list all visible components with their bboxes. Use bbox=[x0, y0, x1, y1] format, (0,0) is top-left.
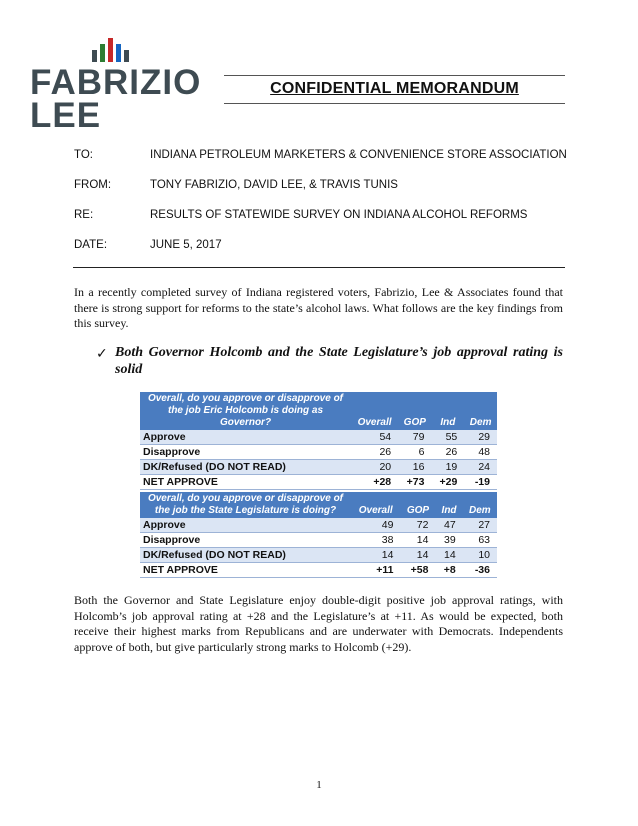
cell-dem: -19 bbox=[464, 475, 497, 490]
row-label: Approve bbox=[140, 518, 351, 533]
fabrizio-lee-logo bbox=[30, 38, 210, 135]
conclusion-paragraph: Both the Governor and State Legislature enjoy double-digit positive job approval ratings, with Holcomb’s job approval rating at +28 and the Legislature’s at +11. As would be expected, both receive their highest marks from Republicans and are underwater with Democrats. Independents approve of both, but give particularly strong marks to Holcomb (+29). bbox=[74, 593, 563, 654]
cell-gop: 16 bbox=[398, 460, 431, 475]
col-overall: Overall bbox=[351, 492, 400, 518]
cell-ind: 39 bbox=[435, 533, 462, 548]
intro-paragraph: In a recently completed survey of Indiana registered voters, Fabrizio, Lee & Associates found that there is strong support for reforms to the state’s alcohol laws. What follows are the key findings from this survey. bbox=[74, 285, 563, 330]
cell-gop: 14 bbox=[400, 533, 435, 548]
col-dem: Dem bbox=[463, 492, 497, 518]
date-label: DATE: bbox=[74, 239, 108, 251]
cell-dem: 48 bbox=[464, 445, 497, 460]
logo-bars bbox=[92, 38, 132, 62]
header-divider bbox=[73, 267, 565, 268]
cell-ind: +8 bbox=[435, 563, 462, 578]
bullet-heading: Both Governor Holcomb and the State Legislature’s job approval rating is solid bbox=[115, 345, 563, 377]
col-gop: GOP bbox=[400, 492, 435, 518]
cell-ind: 47 bbox=[435, 518, 462, 533]
re-label: RE: bbox=[74, 209, 94, 221]
cell-dem: 27 bbox=[463, 518, 497, 533]
row-label: NET APPROVE bbox=[140, 475, 351, 490]
table-row-net bbox=[140, 475, 497, 490]
cell-ind: 26 bbox=[431, 445, 464, 460]
row-label: Approve bbox=[140, 430, 351, 445]
table-question: Overall, do you approve or disapprove of the job Eric Holcomb is doing as Governor? bbox=[140, 392, 351, 430]
memo-title: CONFIDENTIAL MEMORANDUM bbox=[270, 80, 519, 97]
col-overall: Overall bbox=[351, 392, 398, 430]
col-dem: Dem bbox=[464, 392, 497, 430]
cell-gop: 72 bbox=[400, 518, 435, 533]
logo-bar bbox=[116, 44, 121, 62]
table-header-row bbox=[140, 492, 497, 518]
cell-overall: +28 bbox=[351, 475, 398, 490]
cell-overall: +11 bbox=[351, 563, 400, 578]
from-value: TONY FABRIZIO, DAVID LEE, & TRAVIS TUNIS bbox=[150, 179, 398, 191]
table-header-row bbox=[140, 392, 497, 430]
cell-dem: 29 bbox=[464, 430, 497, 445]
row-label: NET APPROVE bbox=[140, 563, 351, 578]
from-label: FROM: bbox=[74, 179, 112, 191]
logo-bar bbox=[92, 50, 97, 62]
cell-ind: 19 bbox=[431, 460, 464, 475]
cell-ind: +29 bbox=[431, 475, 464, 490]
checkmark-icon: ✓ bbox=[96, 346, 108, 362]
logo-bar bbox=[124, 50, 129, 62]
table-row bbox=[140, 548, 497, 563]
cell-overall: 38 bbox=[351, 533, 400, 548]
table-row bbox=[140, 445, 497, 460]
table-question: Overall, do you approve or disapprove of the job the State Legislature is doing? bbox=[140, 492, 351, 518]
cell-gop: 79 bbox=[398, 430, 431, 445]
cell-gop: 6 bbox=[398, 445, 431, 460]
row-label: Disapprove bbox=[140, 533, 351, 548]
row-label: DK/Refused (DO NOT READ) bbox=[140, 548, 351, 563]
to-value: INDIANA PETROLEUM MARKETERS & CONVENIENCE STORE ASSOCIATION bbox=[150, 149, 567, 161]
table-row-net bbox=[140, 563, 497, 578]
table-row bbox=[140, 518, 497, 533]
governor-approval-table bbox=[140, 392, 497, 490]
to-label: TO: bbox=[74, 149, 93, 161]
cell-overall: 20 bbox=[351, 460, 398, 475]
cell-gop: 14 bbox=[400, 548, 435, 563]
cell-ind: 14 bbox=[435, 548, 462, 563]
cell-ind: 55 bbox=[431, 430, 464, 445]
cell-overall: 26 bbox=[351, 445, 398, 460]
cell-dem: 63 bbox=[463, 533, 497, 548]
table-row bbox=[140, 460, 497, 475]
row-label: DK/Refused (DO NOT READ) bbox=[140, 460, 351, 475]
col-ind: Ind bbox=[431, 392, 464, 430]
cell-overall: 14 bbox=[351, 548, 400, 563]
cell-overall: 49 bbox=[351, 518, 400, 533]
cell-gop: +73 bbox=[398, 475, 431, 490]
page-number: 1 bbox=[316, 779, 322, 791]
table-row bbox=[140, 430, 497, 445]
col-gop: GOP bbox=[398, 392, 431, 430]
cell-gop: +58 bbox=[400, 563, 435, 578]
legislature-approval-table bbox=[140, 492, 497, 578]
logo-bar bbox=[108, 38, 113, 62]
re-value: RESULTS OF STATEWIDE SURVEY ON INDIANA ALCOHOL REFORMS bbox=[150, 209, 528, 221]
table-row bbox=[140, 533, 497, 548]
title-rule-top bbox=[224, 75, 565, 76]
title-rule-bottom bbox=[224, 103, 565, 104]
cell-dem: -36 bbox=[463, 563, 497, 578]
logo-bar bbox=[100, 44, 105, 62]
cell-dem: 10 bbox=[463, 548, 497, 563]
logo-line-2: LEE bbox=[30, 96, 102, 135]
row-label: Disapprove bbox=[140, 445, 351, 460]
logo-line-1: FABRIZIO bbox=[30, 63, 202, 102]
cell-overall: 54 bbox=[351, 430, 398, 445]
date-value: JUNE 5, 2017 bbox=[150, 239, 222, 251]
col-ind: Ind bbox=[435, 492, 462, 518]
cell-dem: 24 bbox=[464, 460, 497, 475]
